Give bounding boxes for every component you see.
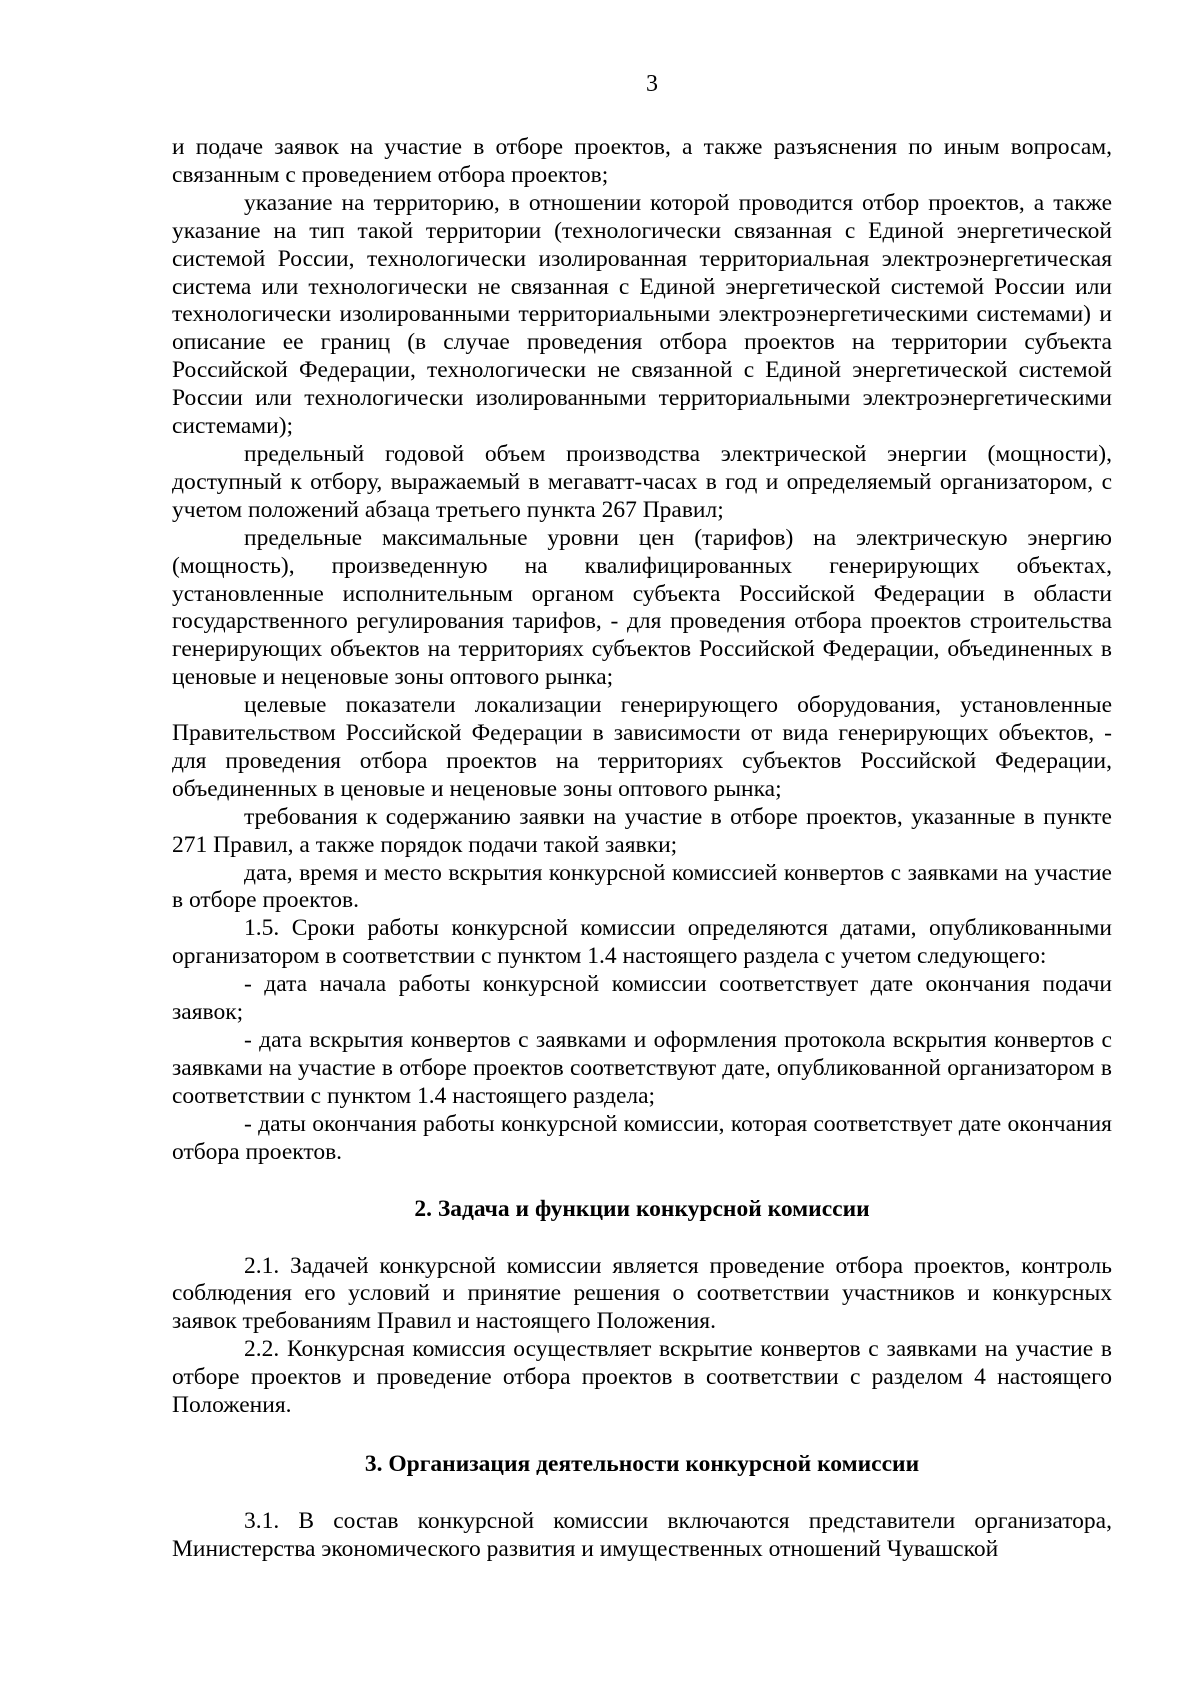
- paragraph: 2.2. Конкурсная комиссия осуществляет вскрытие конвертов с заявками на участие в отборе проектов и проведение отбора проектов в соответствии с разделом 4 настоящего Положения.: [172, 1336, 1112, 1419]
- paragraph: предельный годовой объем производства электрической энергии (мощности), доступный к отбору, выражаемый в мегаватт-часах в год и определяемый организатором, с учетом положений абзаца третьего пункта 267 Правил;: [172, 440, 1112, 523]
- paragraph: предельные максимальные уровни цен (тарифов) на электрическую энергию (мощность), произведенную на квалифицированных генерирующих объектах, установленные исполнительным органом субъекта Российской Федерации в области государственного регулирования тарифов, - для проведения отбора проектов строительства генерирующих объектов на территориях субъектов Российской Федерации, объединенных в ценовые и неценовые зоны оптового рынка;: [172, 524, 1112, 691]
- section-3-heading: 3. Организация деятельности конкурсной комиссии: [364, 1450, 920, 1477]
- paragraph: дата, время и место вскрытия конкурсной комиссией конвертов с заявками на участие в отборе проектов.: [172, 859, 1112, 914]
- paragraph: требования к содержанию заявки на участие в отборе проектов, указанные в пункте 271 Правил, а также порядок подачи такой заявки;: [172, 803, 1112, 858]
- paragraph: 1.5. Сроки работы конкурсной комиссии определяются датами, опубликованными организатором в соответствии с пунктом 1.4 настоящего раздела с учетом следующего:: [172, 915, 1112, 970]
- paragraph: - даты окончания работы конкурсной комиссии, которая соответствует дате окончания отбора проектов.: [172, 1110, 1112, 1165]
- paragraph: 2.1. Задачей конкурсной комиссии является проведение отбора проектов, контроль соблюдения его условий и принятие решения о соответствии участников и конкурсных заявок требованиям Правил и настоящего Положения.: [172, 1252, 1112, 1335]
- section-3: [172, 1508, 1112, 1564]
- paragraph: целевые показатели локализации генерирующего оборудования, установленные Правительством Российской Федерации в зависимости от вида генерирующих объектов, - для проведения отбора проектов на территориях субъектов Российской Федерации, объединенных в ценовые и неценовые зоны оптового рынка;: [172, 692, 1112, 802]
- section-2: [172, 1253, 1112, 1420]
- paragraph: указание на территорию, в отношении которой проводится отбор проектов, а также указание на тип такой территории (технологически связанная с Единой энергетической системой России, технологически изолированная территориальная электроэнергетическая система или технологически не связанная с Единой энергетической системой России или технологически изолированными территориальными электроэнергетическими системами) и описание ее границ (в случае проведения отбора проектов на территории субъекта Российской Федерации, технологически не связанной с Единой энергетической системой России или технологически изолированными территориальными электроэнергетическими системами);: [172, 189, 1112, 440]
- paragraph: - дата начала работы конкурсной комиссии соответствует дате окончания подачи заявок;: [172, 971, 1112, 1026]
- page-number: 3: [646, 71, 658, 97]
- section-1-continuation: [172, 134, 1112, 1167]
- document-page: [172, 70, 1112, 1564]
- paragraph: и подаче заявок на участие в отборе проектов, а также разъяснения по иным вопросам, связанным с проведением отбора проектов;: [172, 134, 1112, 188]
- paragraph: - дата вскрытия конвертов с заявками и оформления протокола вскрытия конвертов с заявками на участие в отборе проектов соответствуют дате, опубликованной организатором в соответствии с пунктом 1.4 настоящего раздела;: [172, 1027, 1112, 1109]
- paragraph: 3.1. В состав конкурсной комиссии включаются представители организатора, Министерства экономического развития и имущественных отношений Чувашской: [172, 1507, 1112, 1562]
- section-2-heading: 2. Задача и функции конкурсной комиссии: [414, 1195, 870, 1222]
